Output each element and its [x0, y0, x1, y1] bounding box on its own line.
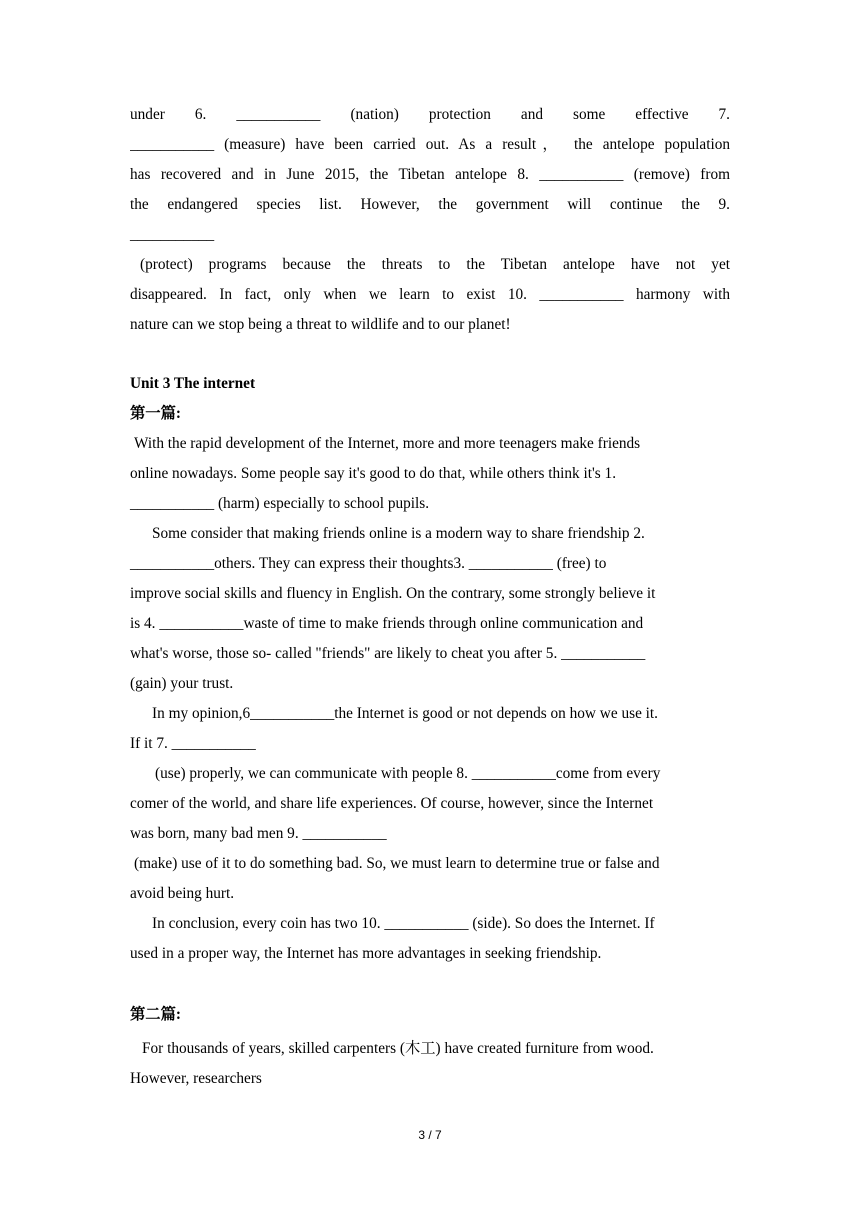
passage-continuation [130, 100, 730, 340]
text-line: is 4. ___________waste of time to make friends through online communication and [130, 615, 644, 632]
text-line: the endangered species list. However, the government will continue the 9. [130, 196, 730, 213]
text-line: In my opinion,6___________the Internet is good or not depends on how we use it. [152, 705, 659, 722]
unit-title: Unit 3 The internet [130, 375, 256, 392]
text-line: However, researchers [130, 1070, 262, 1087]
text-line: comer of the world, and share life experiences. Of course, however, since the Internet [130, 795, 654, 812]
section-label: 第一篇: [130, 405, 181, 422]
text-line: (gain) your trust. [130, 675, 234, 692]
text-line: under 6. ___________ (nation) protection and some effective 7. [130, 106, 730, 123]
paragraph-gap [130, 969, 730, 998]
page-number: 3 / 7 [418, 1128, 442, 1142]
text-line: used in a proper way, the Internet has more advantages in seeking friendship. [130, 945, 602, 962]
passage-unit3-part2 [130, 1034, 730, 1094]
text-line: what's worse, those so- called "friends" are likely to cheat you after 5. ___________ [130, 645, 646, 662]
text-line: (use) properly, we can communicate with people 8. ___________come from every [155, 765, 661, 782]
text-line: ___________ (measure) have been carried out. As a result， the antelope population [130, 136, 730, 153]
text-line: ___________ [130, 226, 215, 243]
text-line: Some consider that making friends online is a modern way to share friendship 2. [152, 525, 645, 542]
text-line: In conclusion, every coin has two 10. ___________ (side). So does the Internet. If [152, 915, 655, 932]
paragraph-gap [130, 340, 730, 369]
passage-unit3-part1 [130, 429, 730, 969]
text-line: If it 7. ___________ [130, 735, 256, 752]
text-line: ___________ (harm) especially to school pupils. [130, 495, 430, 512]
document-page [130, 100, 730, 1094]
text-line: nature can we stop being a threat to wildlife and to our planet! [130, 316, 511, 333]
text-line: ___________others. They can express their thoughts3. ___________ (free) to [130, 555, 607, 572]
text-line: With the rapid development of the Internet, more and more teenagers make friends [134, 435, 641, 452]
text-line: was born, many bad men 9. ___________ [130, 825, 387, 842]
text-line: improve social skills and fluency in English. On the contrary, some strongly believe it [130, 585, 656, 602]
text-line: (protect) programs because the threats to the Tibetan antelope have not yet [140, 256, 730, 273]
text-line: online nowadays. Some people say it's good to do that, while others think it's 1. [130, 465, 617, 482]
text-line: avoid being hurt. [130, 885, 235, 902]
text-line: has recovered and in June 2015, the Tibetan antelope 8. ___________ (remove) from [130, 166, 730, 183]
text-line: disappeared. In fact, only when we learn to exist 10. ___________ harmony with [130, 286, 730, 303]
text-line: (make) use of it to do something bad. So, we must learn to determine true or false and [134, 855, 660, 872]
section-label: 第二篇: [130, 1006, 181, 1023]
text-line: For thousands of years, skilled carpenters (木工) have created furniture from wood. [142, 1040, 654, 1057]
